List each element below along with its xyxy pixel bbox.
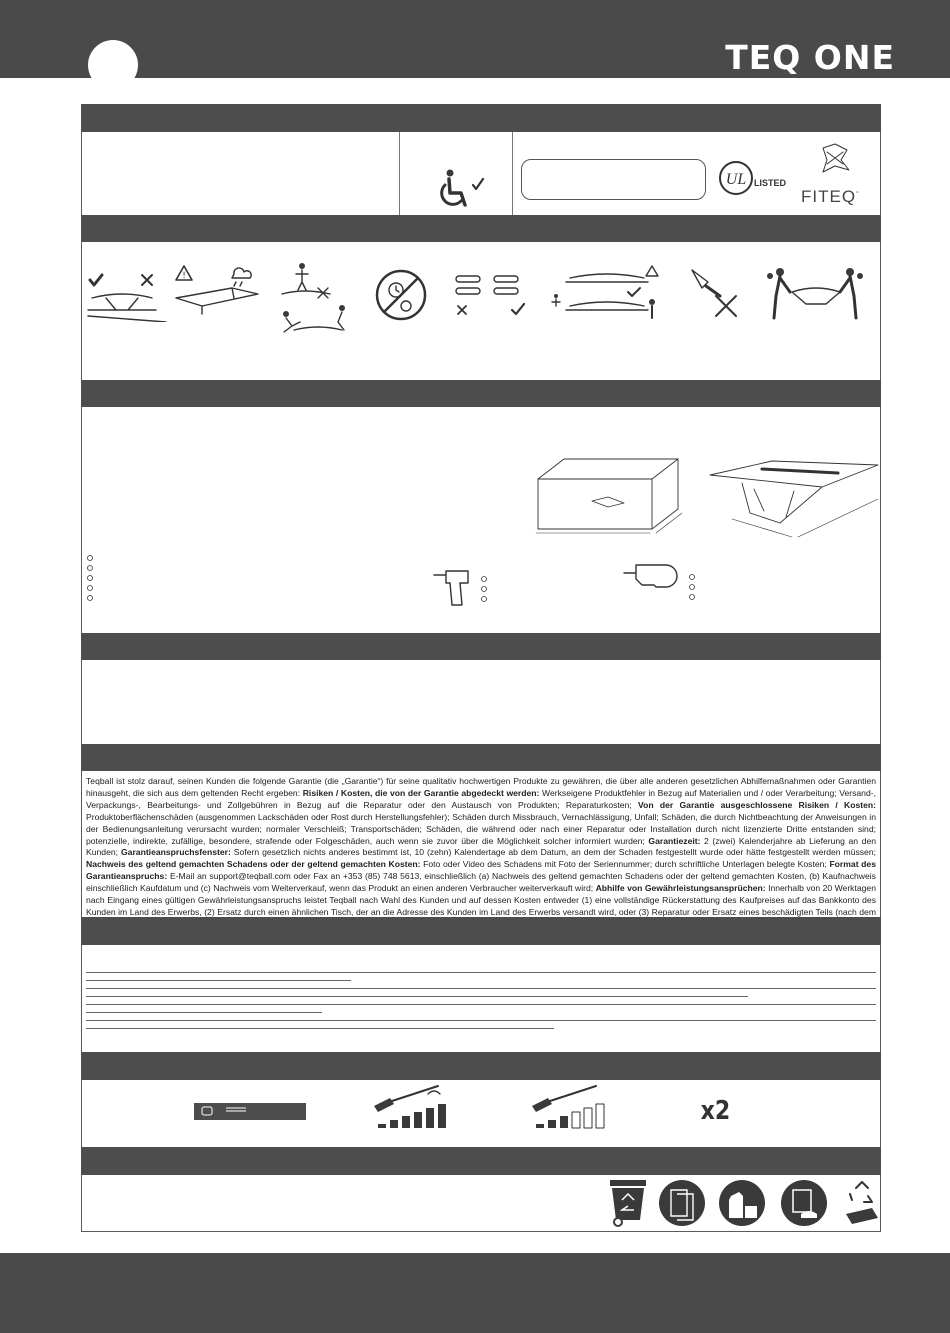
warranty-clause: E-Mail an support@teqball.com oder Fax an +353 (85) 748 5613, einschließlich (a) Nachweis des geltend gemachten Schadens oder der geltend gemachten Kosten, (b) Kaufnachweis einschließlich Kaufdatum und (c) Nachweis vom Weiterverkauf, wenn das Produkt an einen anderen Verbraucher weiterverkauft wird; (86, 871, 876, 894)
write-line (86, 980, 351, 981)
warranty-heading: Abhilfe von Gewährleistungsansprüchen: (595, 883, 769, 894)
screwdriver-high-torque-icon (372, 1084, 456, 1130)
warranty-clause: Teqball ist stolz darauf, seinen Kunden die folgende Garantie (die „Garantie“) für seine qualitativ hochwertigen Produkte zu gewähren, die über alle anderen gesetzlichen Abhilfemaßnahmen oder Garantien hinausgeht, die sich aus dem geltenden Recht ergeben: (86, 776, 876, 798)
write-line (86, 1020, 876, 1021)
warranty-clause: Werkseigene Produktfehler in Bezug auf Materialien und / oder Verarbeitung; Versand-, Verpackungs-, Bearbeitungs- und Zollgebühren in Bezug auf die Reparatur oder den Austausch von Produkten; Reparaturkosten; (86, 787, 876, 810)
level-ground-icon (86, 272, 168, 322)
divider (512, 132, 513, 215)
tool-key-list (86, 552, 96, 604)
no-climbing-icon (278, 260, 350, 338)
section-header-info (81, 633, 881, 660)
warranty-heading: Nachweis des geltend gemachten Schadens oder der geltend gemachten Kosten: (86, 859, 424, 870)
two-person-assembly-icon (766, 266, 866, 328)
section-header-tools (81, 1052, 881, 1080)
glass-recycling-icon (779, 1178, 829, 1228)
svg-text:UL: UL (725, 171, 747, 188)
weather-warning-icon (172, 264, 262, 319)
warranty-heading: Garantiezeit: (648, 835, 705, 846)
safety-panel (81, 242, 881, 381)
write-line (86, 996, 748, 997)
tool-quantity: x2 (700, 1096, 731, 1126)
brand-logo: TEQ ONE (725, 38, 895, 77)
cordless-drill-icon (432, 565, 502, 611)
warranty-clause: Foto oder Video des Schadens mit Foto der Seriennummer; durch schriftliche Unterlagen belegte Kosten; (423, 859, 830, 870)
warranty-heading: Format des Garantieanspruchs: (86, 859, 876, 882)
certification-panel (81, 132, 881, 216)
write-line (86, 988, 876, 989)
fiteq-logo: FITEQ° (801, 187, 860, 206)
no-sharp-objects-icon (686, 266, 748, 322)
info-panel (81, 660, 881, 745)
notes-panel (81, 945, 881, 1053)
section-header-recycling (81, 1147, 881, 1175)
bottom-bar (0, 1253, 950, 1333)
wheelchair-icon (437, 169, 487, 213)
trash-bin-icon (608, 1178, 648, 1228)
warranty-heading: Risiken / Kosten, die von der Garantie abgedeckt werden: (302, 787, 542, 798)
warranty-heading: Garantieanspruchsfenster: (120, 847, 234, 858)
warranty-clause: Innerhalb von 20 Werktagen nach Eingang eines gültigen Gewährleistungsanspruchs leistet Teqball nach Wahl des Kunden und auf dessen Kosten entweder (1) eine vollständige Rückerstattung des Kaufpreises auf das Bankkonto des Kunden im Land des Erwerbs, (2) Ersatz durch einen ähnlichen Tisch, der an die Adresse des Kunden im Land des Erwerbs versandt wird, oder (3) Reparatur oder Ersatz eines beschädigten Teils (nach dem (86, 883, 876, 917)
power-drill-icon (622, 557, 702, 605)
warranty-clause: 2 (zwei) Kalenderjahre ab Lieferung an den Kunden; (86, 835, 877, 858)
level-bubble-icon (200, 1105, 260, 1117)
write-line (86, 1004, 876, 1005)
plastic-recycling-icon (717, 1178, 767, 1228)
child-supervision-icon (548, 262, 668, 324)
surface-cover-icon (452, 270, 532, 318)
section-header-warranty (81, 744, 881, 771)
write-line (86, 972, 876, 973)
fiteq-emblem (815, 142, 855, 174)
section-header-safety (81, 215, 881, 242)
section-header-installation (81, 380, 881, 407)
ul-listed-logo (718, 160, 754, 196)
write-line (86, 1028, 554, 1029)
no-time-limit-icon (374, 268, 428, 322)
table-dimensions-diagram (702, 453, 882, 543)
serial-number-box (521, 159, 706, 200)
screwdriver-low-torque-icon (530, 1084, 614, 1130)
write-line (86, 1012, 322, 1013)
paper-recycling-icon (657, 1178, 707, 1228)
divider (399, 132, 400, 215)
page-number-circle (88, 40, 138, 90)
ul-listed-text: LISTED (754, 178, 787, 188)
section-header-notes (81, 917, 881, 945)
svg-text:!: ! (182, 271, 186, 281)
warranty-clause: Sofern gesetzlich nichts anderes bestimmt ist, 10 (zehn) Kalendertage ab dem Datum, an dem der Schaden festgestellt wurde oder hätte festgestellt werden müssen; (233, 847, 877, 858)
installation-panel (81, 407, 881, 634)
section-header-certification (81, 104, 881, 132)
warranty-heading: Von der Garantie ausgeschlossene Risiken / Kosten: (638, 799, 876, 810)
warranty-clause: Produktoberflächenschäden (ausgenommen Lackschäden oder Rost durch Herstellungsfehler); Schäden durch Missbrauch, Vernachlässigung, Unfall; Schäden, die durch Nichtbeachtung der Anweisungen in der Bedienungsanleitung verursacht wurden; normaler Verschleiß; Transportschäden; Schäden, die während oder nach einer Reparatur oder Installation durch nicht lizenzierte Dritte entstanden sind; potenzielle, indirekte, zufällige, besondere, strafende oder Folgeschäden, auch wenn sie zuvor über die Möglichkeit solcher informiert wurden; (86, 811, 876, 846)
recycle-symbol-icon (842, 1178, 882, 1228)
installation-space-diagram (528, 449, 690, 537)
